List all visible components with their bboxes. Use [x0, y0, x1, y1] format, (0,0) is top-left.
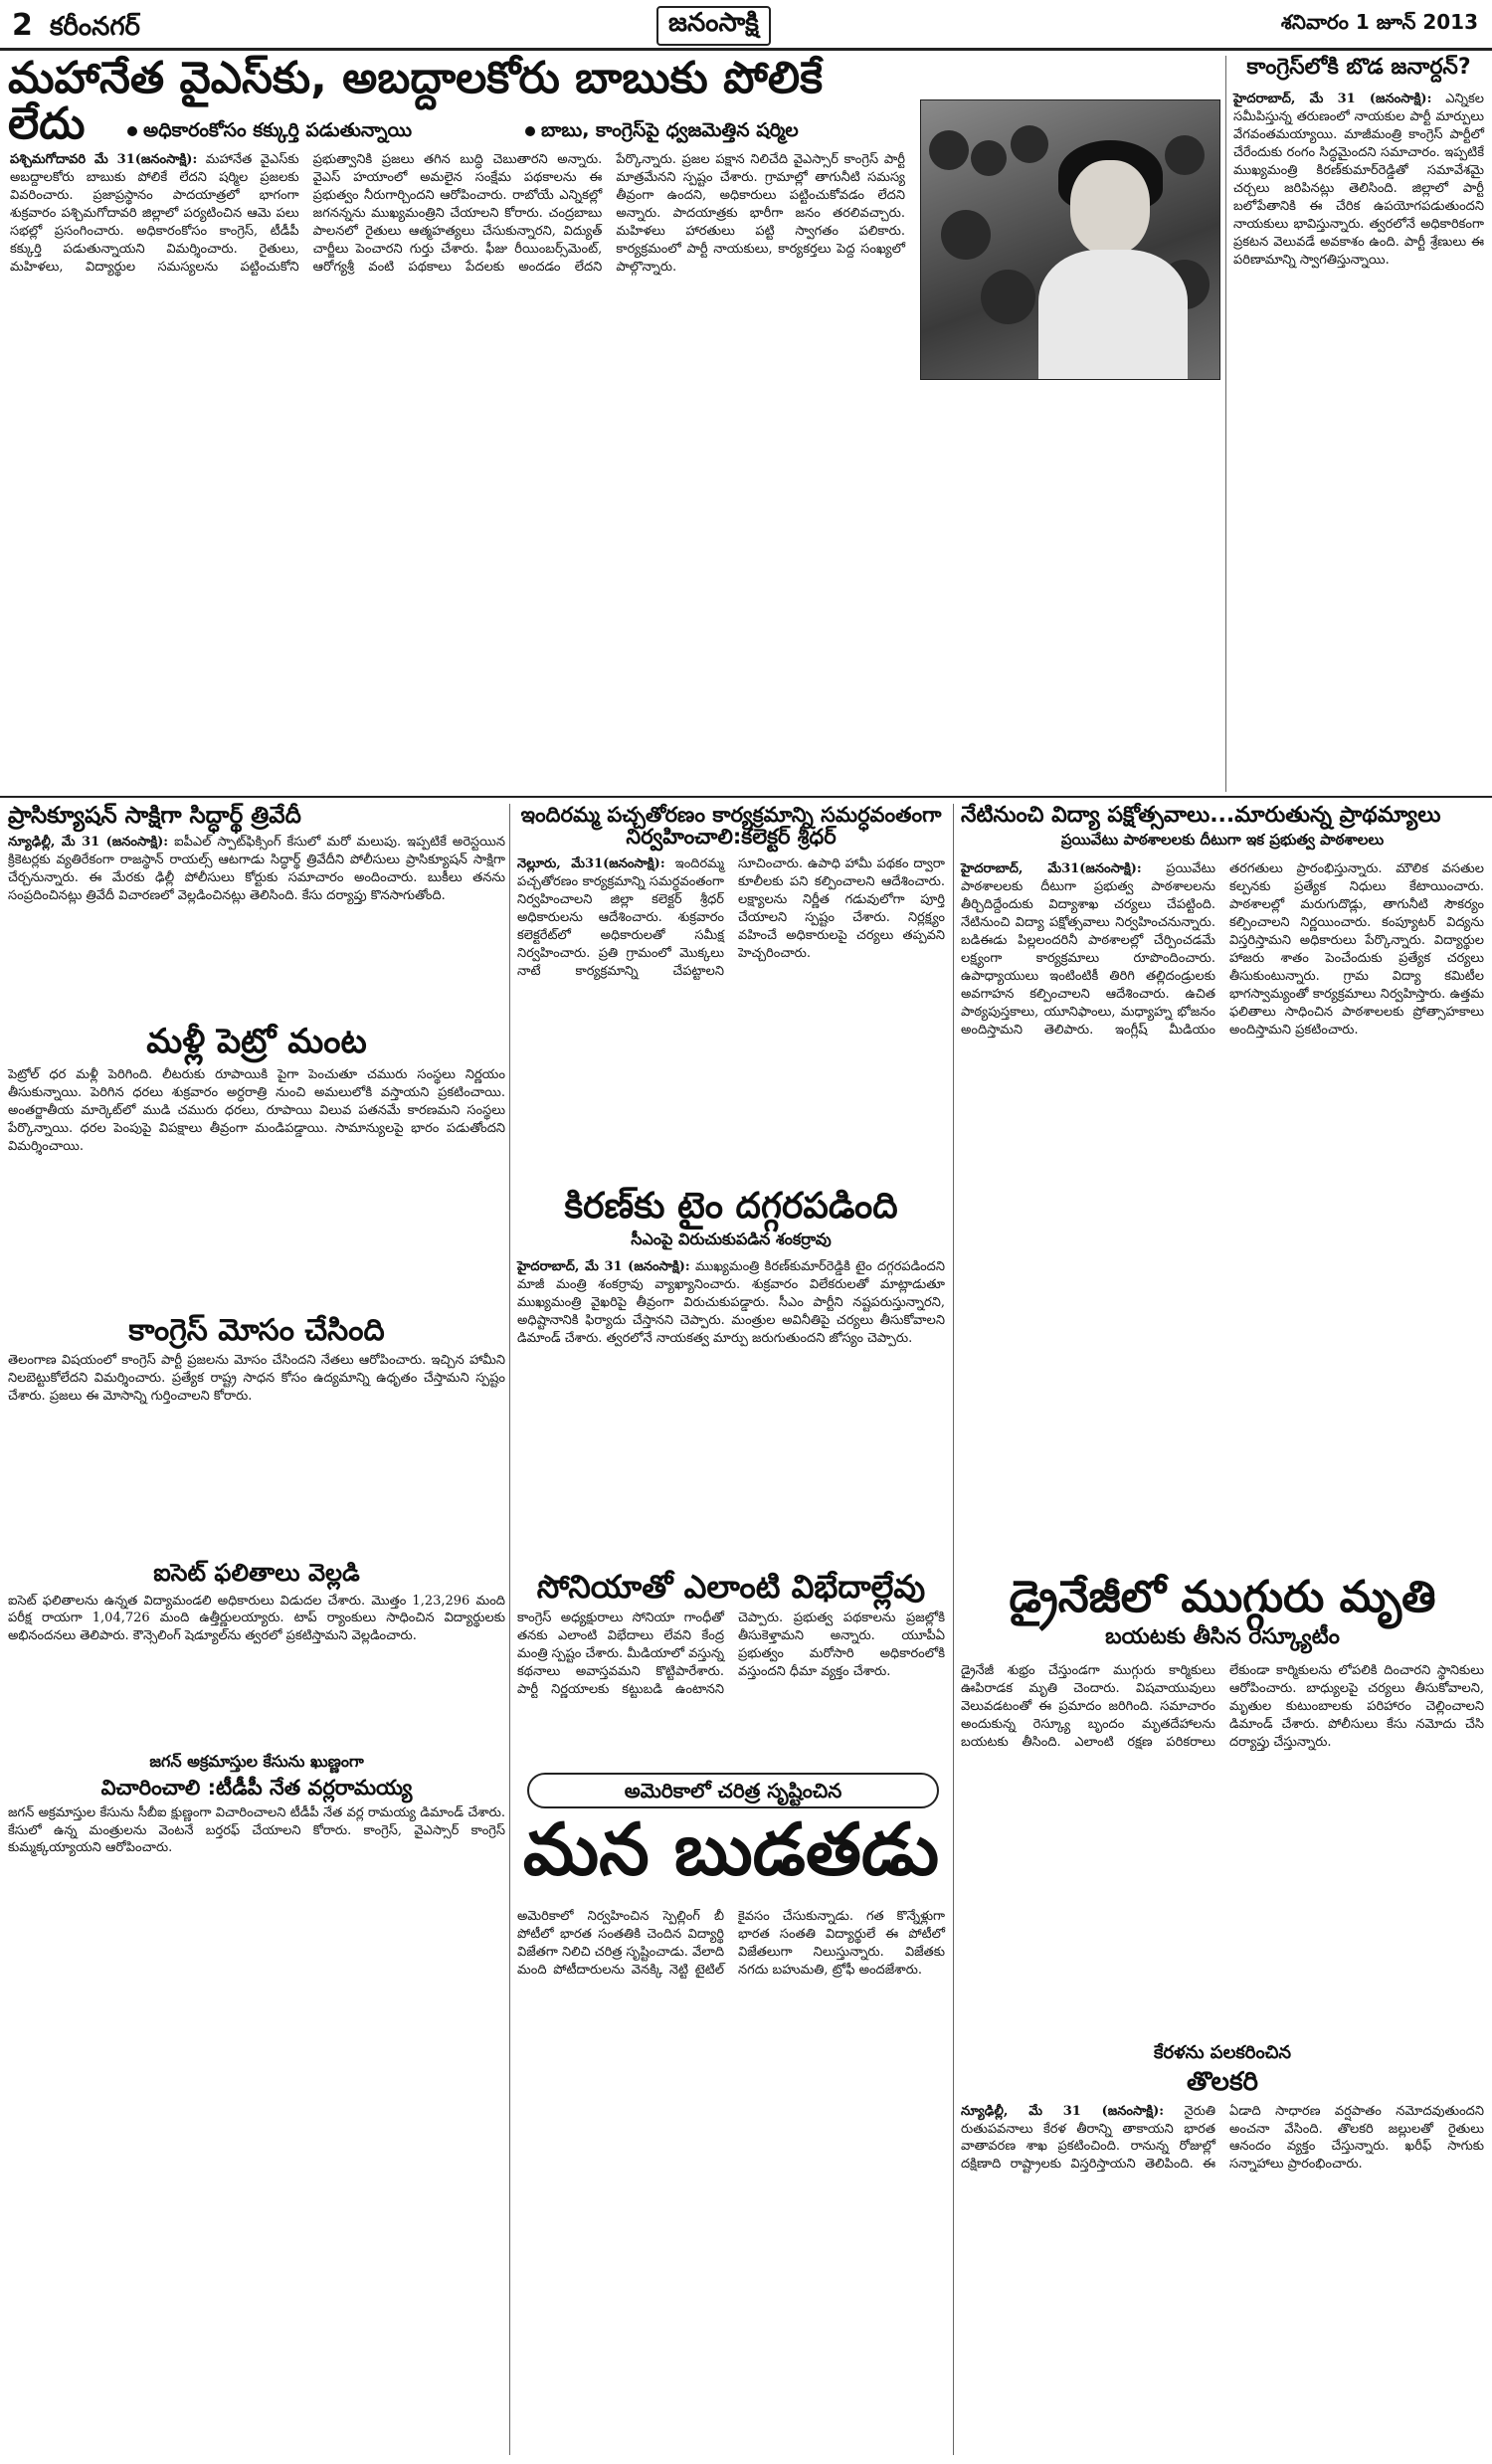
jagan-article: జగన్ అక్రమాస్తుల కేసును సీబీఐ క్షుణ్ణంగా విచారించాలని టీడీపీ నేత వర్ల రామయ్య డిమాండ్ చేశారు. కేసులో ఉన్న మంత్రులను వెంటనే బర్తరఫ్ చేయాలని కోరారు. కాంగ్రెస్, వైఎస్సార్ కాంగ్రెస్ కుమ్మక్కయ్యాయని ఆరోపించారు. [8, 1804, 505, 1856]
lead-body-text [10, 151, 905, 277]
lead-article: మహానేత వైఎస్‌కు అబద్దాలకోరు బాబుకు పోలికే లేదని షర్మిల ప్రజలకు వివరించారు. ప్రజాప్రస్థానం పాదయాత్రలో భాగంగా శుక్రవారం పశ్చిమగోదావరి జిల్లాలో పర్యటించిన ఆమె పలు సభల్లో ప్రసంగించారు. అధికారంకోసం కాంగ్రెస్, టీడీపీ కక్కుర్తి పడుతున్నాయని విమర్శించారు. రైతులు, మహిళలు, విద్యార్థుల సమస్యలను పట్టించుకోని ప్రభుత్వానికి ప్రజలు తగిన బుద్ధి చెబుతారని అన్నారు. వైఎస్ హయాంలో అమలైన సంక్షేమ పథకాలను ఈ ప్రభుత్వం నీరుగార్చిందని ఆరోపించారు. రాబోయే ఎన్నికల్లో జగనన్నను ముఖ్యమంత్రిని చేయాలని కోరారు. చంద్రబాబు పాలనలో రైతులు ఆత్మహత్యలు చేసుకున్నారని, విద్యుత్ చార్జీలు పెంచారని గుర్తు చేశారు. ఫీజు రీయింబర్స్‌మెంట్, ఆరోగ్యశ్రీ వంటి పథకాలు పేదలకు అందడం లేదని పేర్కొన్నారు. ప్రజల పక్షాన నిలిచేది వైఎస్సార్ కాంగ్రెస్ పార్టీ మాత్రమేనని స్పష్టం చేశారు. గ్రామాల్లో తాగునీటి సమస్య తీవ్రంగా ఉందని, అధికారులు పట్టించుకోవడం లేదని అన్నారు. పాదయాత్రకు భారీగా జనం తరలివచ్చారు. మహిళలు హారతులు పట్టి స్వాగతం పలికారు. కార్యక్రమంలో పార్టీ నాయకులు, కార్యకర్తలు పెద్ద సంఖ్యలో పాల్గొన్నారు. [10, 152, 905, 275]
america-kicker: అమెరికాలో చరిత్ర సృష్టించిన [527, 1773, 939, 1808]
schools-article: ప్రయివేటు పాఠశాలలకు దీటుగా ప్రభుత్వ పాఠశాలలను తీర్చిదిద్దేందుకు విద్యాశాఖ చర్యలు చేపట్టింది. నేటినుంచి విద్యా పక్షోత్సవాలు నిర్వహించనున్నారు. బడిఈడు పిల్లలందరినీ పాఠశాలల్లో చేర్పించడమే లక్ష్యంగా కార్యక్రమాలు రూపొందించారు. ఉపాధ్యాయులు ఇంటింటికీ తిరిగి తల్లిదండ్రులకు అవగాహన కల్పించాలని ఆదేశించారు. ఉచిత పాఠ్యపుస్తకాలు, యూనిఫాంలు, మధ్యాహ్న భోజనం అందిస్తామని తెలిపారు. ఇంగ్లీష్ మీడియం తరగతులు ప్రారంభిస్తున్నారు. మౌలిక వసతుల కల్పనకు ప్రత్యేక నిధులు కేటాయించారు. పాఠశాలల్లో మరుగుదొడ్లు, తాగునీటి సౌకర్యం కల్పించాలని నిర్ణయించారు. కంప్యూటర్ విద్యను విస్తరిస్తామని అధికారులు పేర్కొన్నారు. విద్యార్థుల హాజరు శాతం పెంచేందుకు ప్రత్యేక చర్యలు తీసుకుంటున్నారు. గ్రామ విద్యా కమిటీల భాగస్వామ్యంతో కార్యక్రమాలు నిర్వహిస్తారు. ఉత్తమ ఫలితాలు సాధించిన పాఠశాలలకు ప్రోత్సాహకాలు అందిస్తామని ప్రకటించారు. [961, 861, 1484, 1038]
side-story [1233, 56, 1484, 792]
america-headline: మన బుడతడు [522, 1807, 940, 1891]
prosecution-headline: ప్రాసిక్యూషన్ సాక్షిగా సిద్ధార్థ్ త్రివేదీ [8, 803, 301, 829]
jagan-headline: విచారించాలి :టీడీపీ నేత వర్లరామయ్య [100, 1775, 413, 1800]
issue-date: శనివారం 1 జూన్ 2013 [1280, 10, 1478, 34]
lead-sub-1 [127, 119, 412, 146]
congress-article: తెలంగాణ విషయంలో కాంగ్రెస్ పార్టీ ప్రజలను మోసం చేసిందని నేతలు ఆరోపించారు. ఇచ్చిన హామీని నిలబెట్టుకోలేదని విమర్శించారు. ప్రత్యేక రాష్ట్ర సాధన కోసం ఉద్యమాన్ని ఉధృతం చేస్తామని స్పష్టం చేశారు. ప్రజలు ఈ మోసాన్ని గుర్తించాలని కోరారు. [8, 1353, 505, 1405]
petrol-headline: మళ్లీ పెట్రో మంట [146, 1022, 367, 1062]
prosecution-article: ఐపీఎల్ స్పాట్‌ఫిక్సింగ్ కేసులో మరో మలుపు. ఇప్పటికే అరెస్టయిన క్రికెటర్లకు వ్యతిరేకంగా రాజస్థాన్ రాయల్స్ ఆటగాడు సిద్ధార్థ్ త్రివేదీని పోలీసులు ప్రాసిక్యూషన్ సాక్షిగా చేర్చనున్నారు. ఈ మేరకు ఢిల్లీ పోలీసులు కోర్టుకు సమాచారం అందించారు. బుకీలు తనను సంప్రదించినట్లు త్రివేదీ విచారణలో వెల్లడించినట్లు తెలిసింది. కేసు దర్యాప్తు కొనసాగుతోంది. [8, 835, 506, 903]
bullet-icon [127, 126, 137, 136]
page-number: 2 [12, 8, 33, 43]
masthead-left [12, 8, 140, 48]
paper-logo: జనంసాక్షి [656, 6, 771, 46]
side-dateline: హైదరాబాద్, మే 31 (జనంసాక్షి): [1233, 92, 1432, 107]
bullet-icon [525, 126, 535, 136]
lead-sub-2 [525, 119, 799, 146]
sonia-headline: సోనియాతో ఎలాంటి విభేదాల్లేవు [536, 1567, 926, 1606]
drainage-article: డ్రైనేజీ శుభ్రం చేస్తుండగా ముగ్గురు కార్మికులు ఊపిరాడక మృతి చెందారు. విషవాయువులు వెలువడటంతో ఈ ప్రమాదం జరిగింది. సమాచారం అందుకున్న రెస్క్యూ బృందం మృతదేహాలను బయటకు తీసింది. ఎలాంటి రక్షణ పరికరాలు లేకుండా కార్మికులను లోపలికి దించారని స్థానికులు ఆరోపించారు. బాధ్యులపై చర్యలు తీసుకోవాలని, మృతుల కుటుంబాలకు పరిహారం చెల్లించాలని డిమాండ్ చేశారు. పోలీసులు కేసు నమోదు చేసి దర్యాప్తు చేస్తున్నారు. [961, 1663, 1484, 1751]
kiran-headline: కిరణ్‌కు టైం దగ్గరపడింది [564, 1186, 898, 1228]
rally-photo [920, 99, 1220, 380]
schools-dateline: హైదరాబాద్, మే31(జనంసాక్షి): [961, 861, 1142, 877]
kerala-headline: తొలకరి [1187, 2067, 1258, 2098]
prosecution-dateline: న్యూఢిల్లీ, మే 31 (జనంసాక్షి): [8, 835, 169, 851]
side-article: ఎన్నికల సమీపిస్తున్న తరుణంలో నాయకుల పార్టీ మార్పులు వేగవంతమయ్యాయి. మాజీమంత్రి కాంగ్రెస్ పార్టీలో చేరేందుకు రంగం సిద్ధమైందని సమాచారం. ఇప్పటికే ముఖ్యమంత్రి కిరణ్‌కుమార్‌రెడ్డితో సమావేశమై చర్చలు జరిపినట్లు తెలిసింది. జిల్లాలో పార్టీ బలోపేతానికి ఈ చేరిక ఉపయోగపడుతుందని నాయకులు భావిస్తున్నారు. త్వరలోనే అధికారికంగా ప్రకటన వెలువడే అవకాశం ఉంది. పార్టీ శ్రేణులు ఈ పరిణామాన్ని స్వాగతిస్తున్నాయి. [1233, 92, 1484, 268]
left-column [8, 804, 505, 2461]
america-article: అమెరికాలో నిర్వహించిన స్పెల్లింగ్ బీ పోటీలో భారత సంతతికి చెందిన విద్యార్థి విజేతగా నిలిచి చరిత్ర సృష్టించాడు. వేలాది మంది పోటీదారులను వెనక్కి నెట్టి టైటిల్ కైవసం చేసుకున్నాడు. గత కొన్నేళ్లుగా భారత సంతతి విద్యార్థులే ఈ పోటీలో విజేతలుగా నిలుస్తున్నారు. విజేతకు నగదు బహుమతి, ట్రోఫీ అందజేశారు. [517, 1909, 945, 1978]
lead-sub-1-text: అధికారంకోసం కక్కుర్తి పడుతున్నాయి [143, 119, 413, 141]
congress-headline: కాంగ్రెస్ మోసం చేసింది [128, 1312, 385, 1348]
icet-article: ఐసెట్ ఫలితాలను ఉన్నత విద్యామండలి అధికారులు విడుదల చేశారు. మొత్తం 1,23,296 మంది పరీక్ష రాయగా 1,04,726 మంది ఉత్తీర్ణులయ్యారు. టాప్ ర్యాంకులు సాధించిన విద్యార్థులకు అభినందనలు తెలిపారు. కౌన్సెలింగ్ షెడ్యూల్‌ను త్వరలో ప్రకటిస్తామని వెల్లడించారు. [8, 1593, 505, 1644]
lead-headline: మహానేత వైఎస్‌కు, అబద్దాలకోరు బాబుకు పోలికే లేదు [8, 53, 824, 150]
kiran-article: ముఖ్యమంత్రి కిరణ్‌కుమార్‌రెడ్డికి టైం దగ్గరపడిందని మాజీ మంత్రి శంకర్రావు వ్యాఖ్యానించారు. శుక్రవారం విలేకరులతో మాట్లాడుతూ ముఖ్యమంత్రి వైఖరిపై తీవ్రంగా విరుచుకుపడ్డారు. సీఎం పార్టీని నష్టపరుస్తున్నారని, అధిష్టానానికి ఫిర్యాదు చేస్తానని చెప్పారు. మంత్రుల అవినీతిపై చర్యలు తీసుకోవాలని డిమాండ్ చేశారు. త్వరలోనే నాయకత్వ మార్పు జరుగుతుందని జోస్యం చెప్పారు. [517, 1258, 945, 1346]
schools-sub: ప్రయివేటు పాఠశాలలకు దీటుగా ఇక ప్రభుత్వ పాఠశాలలు [1060, 831, 1385, 850]
indiramma-headline: ఇందిరమ్మ పచ్చతోరణం కార్యక్రమాన్ని సమర్ధవంతంగా నిర్వహించాలి:కలెక్టర్ శ్రీధర్ [520, 803, 942, 850]
side-headline: కాంగ్రెస్‌లోకి బొడ జనార్దన్? [1246, 55, 1471, 80]
petrol-article: పెట్రోల్ ధర మళ్లీ పెరిగింది. లీటరుకు రూపాయికి పైగా పెంచుతూ చమురు సంస్థలు నిర్ణయం తీసుకున్నాయి. పెరిగిన ధరలు శుక్రవారం అర్ధరాత్రి నుంచి అమలులోకి వస్తాయని ప్రకటించాయి. అంతర్జాతీయ మార్కెట్‌లో ముడి చమురు ధరలు, రూపాయి విలువ పతనమే కారణమని సంస్థలు పేర్కొన్నాయి. ధరల పెంపుపై విపక్షాలు తీవ్రంగా మండిపడ్డాయి. సామాన్యులపై భారం పడుతోందని విమర్శించాయి. [8, 1066, 505, 1154]
lead-subheads [8, 117, 908, 147]
lead-sub-2-text: బాబు, కాంగ్రెస్‌పై ధ్వజమెత్తిన షర్మిల [541, 119, 799, 141]
jagan-kicker: జగన్ అక్రమాస్తుల కేసును ఖుణ్ణంగా [149, 1751, 364, 1771]
right-column [961, 804, 1484, 2461]
schools-headline: నేటినుంచి విద్యా పక్షోత్సవాలు...మారుతున్న ప్రాథమ్యాలు [961, 803, 1441, 828]
lead-body [10, 151, 905, 788]
icet-headline: ఐసెట్ ఫలితాలు వెల్లడి [153, 1559, 360, 1588]
kiran-dateline: హైదరాబాద్, మే 31 (జనంసాక్షి): [517, 1258, 690, 1274]
indiramma-article: ఇందిరమ్మ పచ్చతోరణం కార్యక్రమాన్ని సమర్ధవంతంగా నిర్వహించాలని జిల్లా కలెక్టర్ శ్రీధర్ అధికారులను ఆదేశించారు. శుక్రవారం కలెక్టరేట్‌లో అధికారులతో సమీక్ష నిర్వహించారు. ప్రతి గ్రామంలో మొక్కలు నాటే కార్యక్రమాన్ని చేపట్టాలని సూచించారు. ఉపాధి హామీ పథకం ద్వారా కూలీలకు పని కల్పించాలని ఆదేశించారు. లక్ష్యాలను నిర్ణీత గడువులోగా పూర్తి చేయాలని స్పష్టం చేశారు. నిర్లక్ష్యం వహించే అధికారులపై చర్యలు తప్పవని హెచ్చరించారు. [517, 856, 945, 979]
kerala-kicker: కేరళను పలకరించిన [1154, 2042, 1291, 2064]
drainage-headline: డ్రైనేజీలో ముగ్గురు మృతి [1009, 1572, 1436, 1623]
drainage-sub: బయటకు తీసిన రెస్క్యూటీం [1105, 1624, 1340, 1650]
kerala-dateline: న్యూఢిల్లీ, మే 31 (జనంసాక్షి): [961, 2103, 1165, 2119]
indiramma-dateline: నెల్లూరు, మే31(జనంసాక్షి): [517, 856, 665, 872]
masthead [0, 0, 1492, 51]
sonia-article: కాంగ్రెస్ అధ్యక్షురాలు సోనియా గాంధీతో తనకు ఎలాంటి విభేదాలు లేవని కేంద్ర మంత్రి స్పష్టం చేశారు. మీడియాలో వస్తున్న కథనాలు అవాస్తవమని కొట్టిపారేశారు. పార్టీ నిర్ణయాలకు కట్టుబడి ఉంటానని చెప్పారు. ప్రభుత్వ పథకాలను ప్రజల్లోకి తీసుకెళ్తామని అన్నారు. యూపీఏ ప్రభుత్వం మరోసారి అధికారంలోకి వస్తుందని ధీమా వ్యక్తం చేశారు. [517, 1611, 945, 1698]
kiran-sub: సీఎంపై విరుచుకుపడిన శంకర్రావు [631, 1229, 832, 1248]
edition-name: కరీంనగర్ [49, 12, 140, 42]
lead-dateline: పశ్చిమగోదావరి మే 31(జనంసాక్షి): [10, 152, 198, 167]
kerala-article: నైరుతి రుతుపవనాలు కేరళ తీరాన్ని తాకాయని భారత వాతావరణ శాఖ ప్రకటించింది. రానున్న రోజుల్లో దక్షిణాది రాష్ట్రాలకు విస్తరిస్తాయని తెలిపింది. ఈ ఏడాది సాధారణ వర్షపాతం నమోదవుతుందని అంచనా వేసింది. తొలకరి జల్లులతో రైతులు ఆనందం వ్యక్తం చేస్తున్నారు. ఖరీఫ్ సాగుకు సన్నాహాలు ప్రారంభించారు. [961, 2103, 1484, 2173]
